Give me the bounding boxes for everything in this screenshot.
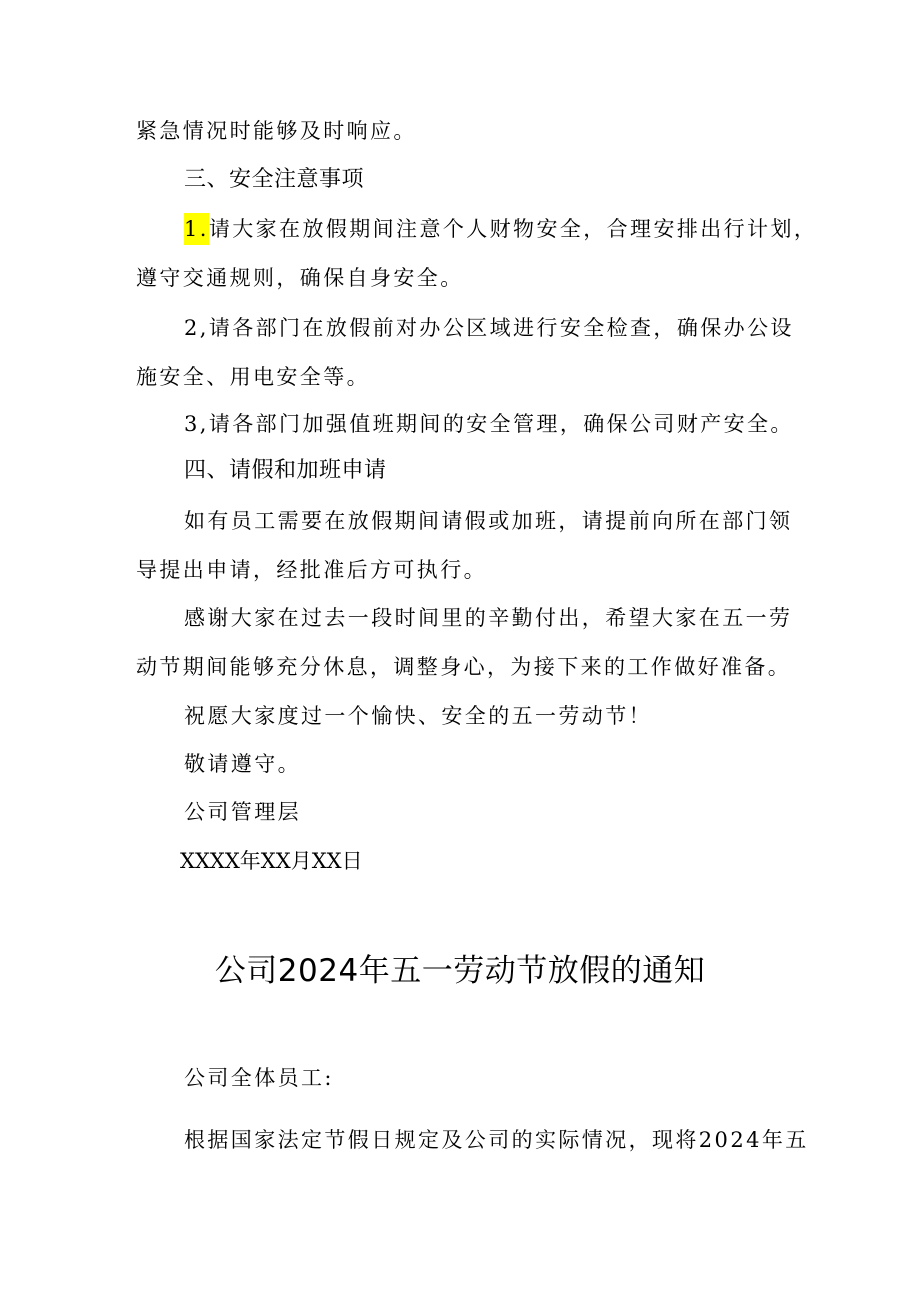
document-title: 公司2024年五一劳动节放假的通知 xyxy=(214,953,706,989)
safety-item-2-line-2: 施安全、用电安全等。 xyxy=(136,365,370,389)
closing-line: 敬请遵守。 xyxy=(184,752,301,776)
thanks-paragraph-line-1: 感谢大家在过去一段时间里的辛勤付出，希望大家在五一劳 xyxy=(184,606,793,630)
continuation-line: 紧急情况时能够及时响应。 xyxy=(136,119,417,143)
date: XXXX年XX月XX日 xyxy=(180,849,363,873)
section-heading-leave: 四、请假和加班申请 xyxy=(184,458,387,483)
wish-line: 祝愿大家度过一个愉快、安全的五一劳动节！ xyxy=(184,704,652,728)
safety-item-1-line-2: 遵守交通规则，确保自身安全。 xyxy=(136,266,464,290)
leave-paragraph-line-2: 导提出申请，经批准后方可执行。 xyxy=(136,558,487,582)
safety-item-1-line-1 xyxy=(184,215,817,243)
safety-item-1-text: 请大家在放假期间注意个人财物安全，合理安排出行计划， xyxy=(208,217,818,241)
intro-line-1: 根据国家法定节假日规定及公司的实际情况，现将2024年五 xyxy=(184,1128,809,1152)
highlighted-item-number: 1. xyxy=(184,213,209,245)
signature: 公司管理层 xyxy=(184,800,301,824)
safety-item-2-line-1: 2,请各部门在放假前对办公区域进行安全检查，确保办公设 xyxy=(184,316,794,340)
safety-item-3-line-1: 3,请各部门加强值班期间的安全管理，确保公司财产安全。 xyxy=(184,412,794,436)
section-heading-safety: 三、安全注意事项 xyxy=(184,167,365,192)
salutation: 公司全体员工: xyxy=(184,1066,334,1090)
thanks-paragraph-line-2: 动节期间能够充分休息，调整身心，为接下来的工作做好准备。 xyxy=(136,655,792,679)
leave-paragraph-line-1: 如有员工需要在放假期间请假或加班，请提前向所在部门领 xyxy=(184,509,793,533)
